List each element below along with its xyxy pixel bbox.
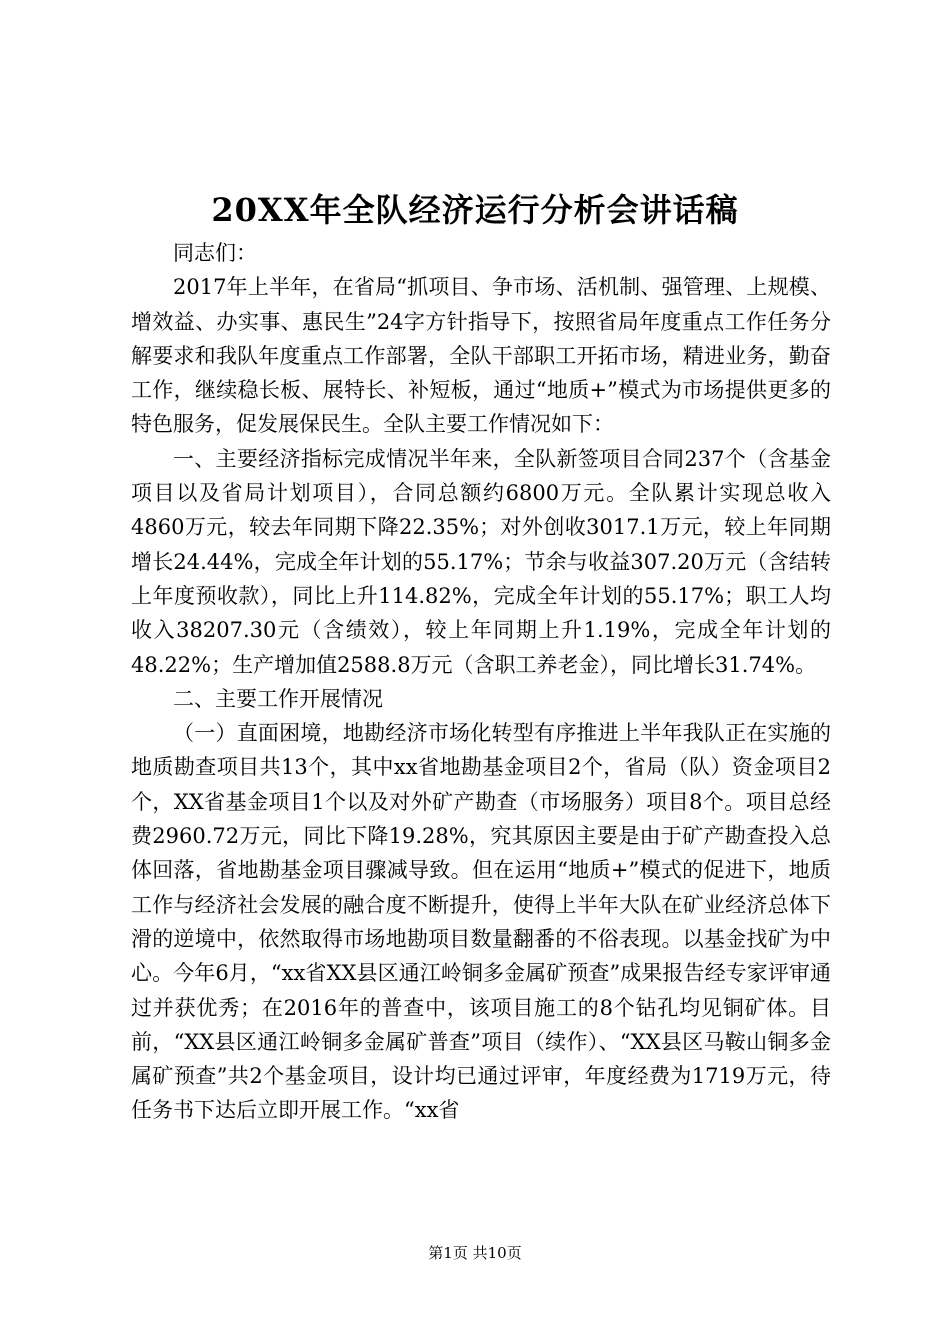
work-progress-paragraph: （一）直面困境，地勘经济市场化转型有序推进上半年我队正在实施的地质勘查项目共13个，其中xx省地勘基金项目2个，省局（队）资金项目2个，XX省基金项目1个以及对外矿产勘查（市场服务）项目8个。项目总经费2960.72万元，同比下降19.28%，究其原因主要是由于矿产勘查投入总体回落，省地勘基金项目骤减导致。但在运用“地质+”模式的促进下，地质工作与经济社会发展的融合度不断提升，使得上半年大队在矿业经济总体下滑的逆境中，依然取得市场地勘项目数量翻番的不俗表现。以基金找矿为中心。今年6月，“xx省XX县区通江岭铜多金属矿预查”成果报告经专家评审通过并获优秀；在2016年的普查中，该项目施工的8个钻孔均见铜矿体。目前，“XX县区通江岭铜多金属矿普查”项目（续作）、“XX县区马鞍山铜多金属矿预查”共2个基金项目，设计均已通过评审，年度经费为1719万元，待任务书下达后立即开展工作。“xx省: [131, 721, 831, 1123]
document-title: 20XX年全队经济运行分析会讲话稿: [211, 191, 739, 229]
economic-indicators-paragraph: 一、主要经济指标完成情况半年来，全队新签项目合同237个（含基金项目以及省局计划项目），合同总额约6800万元。全队累计实现总收入4860万元，较去年同期下降22.35%；对外创收3017.1万元，较上年同期增长24.44%，完成全年计划的55.17%；节余与收益307.20万元（含结转上年度预收款），同比上升114.82%，完成全年计划的55.17%；职工人均收入38207.30元（含绩效），较上年同期上升1.19%，完成全年计划的48.22%；生产增加值2588.8万元（含职工养老金），同比增长31.74%。: [131, 446, 831, 677]
page-footer: 第1页 共10页: [428, 1244, 522, 1262]
document-body: [131, 236, 831, 1128]
section-heading: 二、主要工作开展情况: [173, 686, 383, 711]
intro-paragraph: 2017年上半年，在省局“抓项目、争市场、活机制、强管理、上规模、增效益、办实事、惠民生”24字方针指导下，按照省局年度重点工作任务分解要求和我队年度重点工作部署，全队干部职工开拓市场，精进业务，勤奋工作，继续稳长板、展特长、补短板，通过“地质+”模式为市场提供更多的特色服务，促发展保民生。全队主要工作情况如下：: [131, 275, 831, 437]
greeting-paragraph: 同志们：: [173, 241, 257, 265]
